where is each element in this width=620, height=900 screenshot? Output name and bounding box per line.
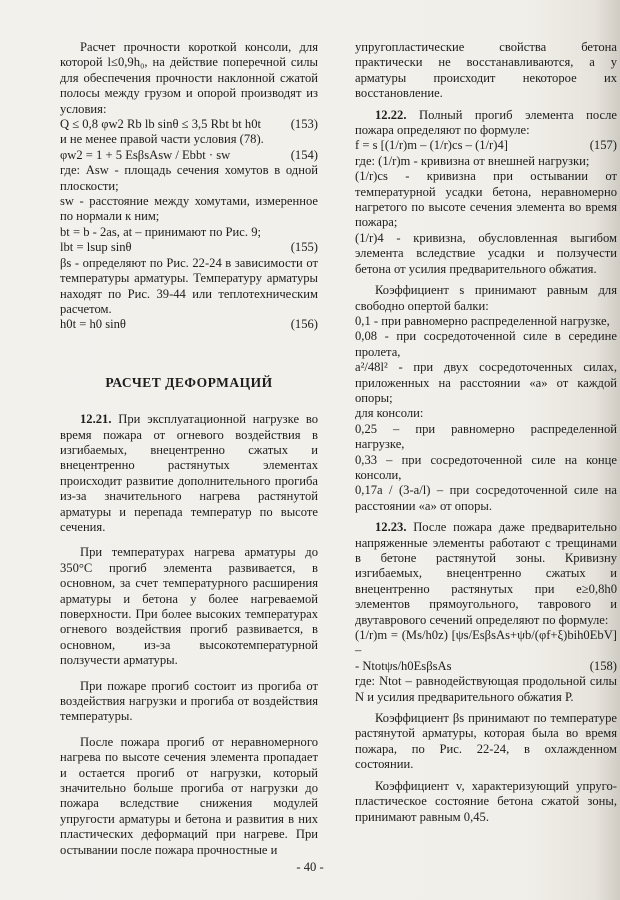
paragraph-12-22-text: Полный прогиб элемента после пожара определяют по формуле:: [355, 107, 617, 138]
equation-154: [60, 148, 318, 163]
case-midspan-force: 0,08 - при сосредоточенной силе в середине пролета,: [355, 329, 617, 359]
case-cantilever-distance-force: 0,17a / (3-a/l) – при сосредоточенной силе на расстоянии «a» от опоры.: [355, 483, 617, 513]
case-cantilever-end-force: 0,33 – при сосредоточенной силе на конце консоли,: [355, 452, 617, 482]
left-column: [60, 40, 318, 858]
right-column: [355, 40, 617, 825]
definition-curvature-m: где: (1/r)m - кривизна от внешней нагрузки;: [355, 153, 590, 168]
definition-beta-s: βs - определяют по Рис. 22-24 в зависимости от температуры арматуры. Температуру арматуры находят по Рис. 39-44 или теплотехническим расчетом.: [60, 255, 318, 316]
equation-158: [355, 659, 617, 674]
paragraph-12-23-text: После пожара даже предварительно напряженные элементы работают с трещинами в бетоне растянутой зоны. Кривизну изгибаемых, внецентренно сжатых и внецентренно растянутых при e≥0,8h0 элементов прямоугольного, таврового и двутаврового сечений определяют по формуле:: [355, 520, 617, 627]
equation-156-number: (156): [290, 317, 318, 332]
equation-155-number: (155): [290, 240, 318, 255]
paragraph-condition-78: и не менее правой части условия (78).: [60, 132, 264, 147]
definition-sw: sw - расстояние между хомутами, измеренное по нормали к ним;: [60, 194, 318, 224]
paragraph-coefficient-beta: Коэффициент βs принимают по температуре растянутой арматуры, которая была во время пожара, по Рис. 22-24, в охлажденном состоянии.: [355, 711, 617, 772]
paragraph-console-strength: Расчет прочности короткой консоли, для которой l≤0,9h₀, на действие поперечной силы для обеспечения прочности наклонной сжатой полосы между грузом и опорой производят из условия:: [60, 40, 318, 116]
equation-153-body: Q ≤ 0,8 φw2 Rb lb sinθ ≤ 3,5 Rbt bt h0t: [60, 117, 262, 132]
definition-bt: bt = b - 2as, at – принимают по Рис. 9;: [60, 224, 261, 239]
paragraph-fire-deflection: При пожаре прогиб состоит из прогиба от воздействия нагрузки и прогиба от воздействия температуры.: [60, 678, 318, 724]
label-cantilever: для консоли:: [355, 406, 424, 421]
equation-156: [60, 317, 318, 332]
definition-curvature-4: (1/r)4 - кривизна, обусловленная выгибом элемента вследствие усадки и ползучести бетона от усилия предварительного обжатия.: [355, 230, 617, 276]
equation-157-number: (157): [589, 138, 617, 153]
clause-number-12-21: 12.21.: [80, 412, 112, 427]
equation-158-number: (158): [589, 658, 617, 673]
equation-153-number: (153): [290, 117, 318, 132]
paragraph-12-21: [60, 412, 318, 535]
equation-158-line-2: - Ntotψs/h0EsβsAs: [355, 658, 452, 673]
paragraph-12-23: [355, 520, 617, 628]
case-two-forces: a²/48l² - при двух сосредоточенных силах, приложенных на расстоянии «a» от каждой опоры;: [355, 360, 617, 405]
equation-154-body: φw2 = 1 + 5 EsβsAsw / Ebbt · sw: [60, 147, 231, 162]
equation-156-body: h0t = h0 sinθ: [60, 317, 126, 332]
equation-153: [60, 117, 318, 132]
paragraph-12-21-text: При эксплуатационной нагрузке во время пожара от огневого воздействия в изгибаемых, внецентренно сжатых и внецентренно растянутых элементах происходит развитие дополнительного прогиба из-за значительного нагрева растянутой арматуры и перепада температур по высоте сечения.: [60, 412, 318, 534]
equation-155-body: lbt = lsup sinθ: [60, 240, 132, 255]
paragraph-coefficient-v: Коэффициент v, характеризующий упруго-пластическое состояние бетона сжатой зоны, принимают равным 0,45.: [355, 778, 617, 824]
definition-asw: где: Asw - площадь сечения хомутов в одной плоскости;: [60, 163, 318, 193]
equation-157: [355, 138, 617, 153]
definition-ntot: где: Ntot – равнодействующая продольной силы N и усилия предварительного обжатия Р.: [355, 674, 617, 704]
case-uniform-load: 0,1 - при равномерно распределенной нагрузке,: [355, 313, 610, 328]
paragraph-continuation: упругопластические свойства бетона практически не восстанавливаются, а у арматуры происходит некоторое их восстановление.: [355, 40, 617, 101]
equation-154-number: (154): [290, 147, 318, 162]
clause-number-12-23: 12.23.: [375, 520, 407, 535]
section-heading: РАСЧЕТ ДЕФОРМАЦИЙ: [105, 374, 273, 390]
paragraph-12-22: [355, 108, 617, 139]
definition-curvature-cs: (1/r)cs - кривизна при остывании от температурной усадки бетона, неравномерно нагретого по высоте сечения элемента во время пожара;: [355, 169, 617, 230]
equation-155: [60, 240, 318, 255]
paragraph-heating-temperature: При температурах нагрева арматуры до 350°С прогиб элемента развивается, в основном, за счет температурного расширения арматуры и бетона у более нагреваемой поверхности. При более высоких температурах огневого воздействия прогиб развивается, в основном, из-за высокотемпературной ползучести арматуры.: [60, 545, 318, 668]
page-number: - 40 -: [296, 860, 324, 874]
paragraph-after-fire: После пожара прогиб от неравномерного нагрева по высоте сечения элемента пропадает и остается прогиб от нагрузки, который значительно больше прогиба от нагрузки до пожара вследствие снижения модулей упругости арматуры и бетона и развития в них пластических деформаций при нагреве. При остывании после пожара прочностные и: [60, 734, 318, 857]
case-cantilever-uniform: 0,25 – при равномерно распределенной нагрузке,: [355, 421, 617, 452]
paragraph-coefficient-s: Коэффициент s принимают равным для свободно опертой балки:: [355, 283, 617, 313]
equation-158-line-1: (1/r)m = (Ms/h0z) [ψs/EsβsAs+ψb/(φf+ξ)bih0EbV] –: [355, 628, 617, 658]
equation-157-body: f = s [(1/r)m – (1/r)cs – (1/r)4]: [355, 138, 508, 153]
clause-number-12-22: 12.22.: [375, 107, 407, 122]
